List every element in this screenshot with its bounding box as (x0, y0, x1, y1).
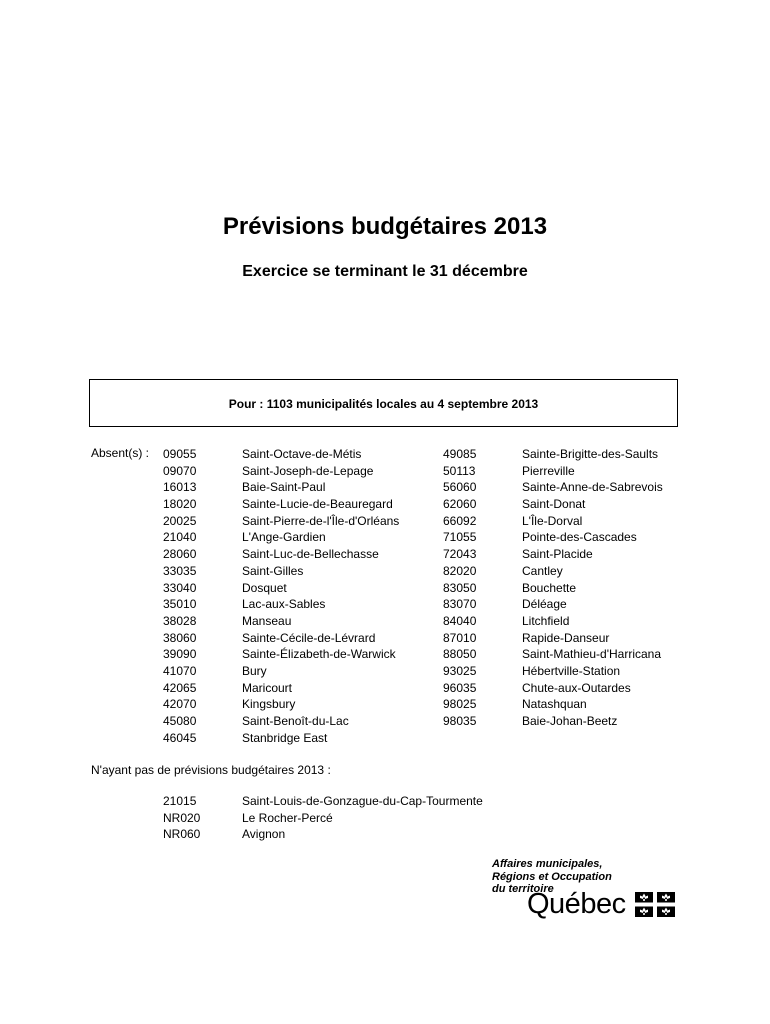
municipality-code: 46045 (163, 730, 197, 745)
municipality-code: 33035 (163, 563, 197, 578)
municipality-code: 33040 (163, 580, 197, 595)
municipality-code: 09070 (163, 463, 197, 478)
absent-names-col1 (242, 446, 399, 746)
municipality-name: Saint-Louis-de-Gonzague-du-Cap-Tourmente (242, 794, 483, 808)
municipality-name: Avignon (242, 827, 286, 842)
municipality-name: Baie-Johan-Beetz (522, 714, 618, 728)
municipality-name: Saint-Benoît-du-Lac (242, 714, 349, 728)
municipality-name: Sainte-Anne-de-Sabrevois (522, 480, 663, 495)
municipality-name: Bouchette (522, 580, 577, 595)
municipality-code: 45080 (163, 714, 197, 728)
municipality-code: 28060 (163, 547, 197, 562)
municipality-code: 09055 (163, 447, 197, 461)
no-forecast-label: N'ayant pas de prévisions budgétaires 2013 : (91, 763, 331, 777)
absent-codes-col2 (443, 446, 476, 730)
municipality-code: 38060 (163, 630, 197, 645)
municipality-code: 56060 (443, 480, 477, 495)
municipality-name: Pointe-des-Cascades (522, 530, 637, 545)
municipality-code: 18020 (163, 497, 197, 512)
absent-label: Absent(s) : (91, 446, 150, 460)
municipality-code: NR020 (163, 810, 201, 825)
municipality-name: Baie-Saint-Paul (242, 480, 326, 495)
municipality-code: 98035 (443, 714, 477, 728)
quebec-wordmark: Québec (527, 888, 626, 920)
logo-line-3: du territoire (492, 883, 554, 895)
municipality-name: Rapide-Danseur (522, 630, 610, 645)
scope-box (89, 379, 678, 427)
municipality-name: Dosquet (242, 580, 287, 595)
municipality-name: Sainte-Cécile-de-Lévrard (242, 630, 376, 645)
municipality-name: Sainte-Lucie-de-Beauregard (242, 497, 393, 512)
no-forecast-codes (163, 793, 200, 843)
municipality-code: 39090 (163, 647, 197, 662)
municipality-code: 98025 (443, 697, 477, 712)
scope-box-text: Pour : 1103 municipalités locales au 4 septembre 2013 (228, 397, 539, 411)
absent-names-col2 (522, 446, 663, 730)
municipality-name: Sainte-Élizabeth-de-Warwick (242, 647, 396, 662)
municipality-code: 88050 (443, 647, 477, 662)
municipality-code: 21015 (163, 794, 197, 808)
municipality-code: 93025 (443, 663, 477, 678)
municipality-name: Saint-Pierre-de-l'Île-d'Orléans (242, 513, 400, 528)
municipality-name: Saint-Mathieu-d'Harricana (522, 647, 662, 662)
municipality-name: Maricourt (242, 680, 293, 695)
municipality-name: Kingsbury (242, 697, 296, 712)
municipality-name: Saint-Placide (522, 547, 593, 562)
municipality-code: 87010 (443, 630, 477, 645)
municipality-name: Saint-Donat (522, 497, 586, 512)
municipality-code: 82020 (443, 563, 477, 578)
municipality-name: Chute-aux-Outardes (522, 680, 631, 695)
municipality-code: 35010 (163, 597, 197, 612)
municipality-name: L'Ange-Gardien (242, 530, 326, 545)
no-forecast-names (242, 793, 483, 843)
logo-line-1: Affaires municipales, (492, 858, 603, 870)
municipality-code: 83070 (443, 597, 477, 612)
municipality-code: 83050 (443, 580, 477, 595)
municipality-code: 71055 (443, 530, 477, 545)
municipality-code: 66092 (443, 513, 477, 528)
document-title: Prévisions budgétaires 2013 (222, 213, 548, 240)
municipality-code: 42065 (163, 680, 197, 695)
municipality-name: L'Île-Dorval (522, 513, 583, 528)
municipality-code: 21040 (163, 530, 197, 545)
municipality-code: 49085 (443, 447, 477, 461)
municipality-name: Lac-aux-Sables (242, 597, 326, 612)
municipality-code: 38028 (163, 613, 197, 628)
municipality-name: Cantley (522, 563, 563, 578)
document-subtitle: Exercice se terminant le 31 décembre (242, 263, 528, 280)
municipality-name: Saint-Joseph-de-Lepage (242, 463, 374, 478)
municipality-code: 20025 (163, 513, 197, 528)
municipality-code: 42070 (163, 697, 197, 712)
municipality-code: NR060 (163, 827, 201, 842)
absent-codes-col1 (163, 446, 196, 746)
municipality-code: 96035 (443, 680, 477, 695)
municipality-name: Pierreville (522, 463, 575, 478)
municipality-name: Hébertville-Station (522, 663, 621, 678)
municipality-code: 84040 (443, 613, 477, 628)
municipality-code: 16013 (163, 480, 197, 495)
municipality-code: 41070 (163, 663, 197, 678)
logo-line-2: Régions et Occupation (492, 870, 612, 883)
municipality-name: Saint-Luc-de-Bellechasse (242, 547, 379, 562)
quebec-flag-icon (635, 892, 675, 917)
municipality-name: Saint-Gilles (242, 563, 304, 578)
municipality-name: Saint-Octave-de-Métis (242, 447, 362, 461)
municipality-name: Bury (242, 663, 267, 678)
municipality-code: 72043 (443, 547, 477, 562)
municipality-name: Sainte-Brigitte-des-Saults (522, 447, 659, 461)
municipality-name: Manseau (242, 613, 292, 628)
municipality-name: Stanbridge East (242, 730, 328, 745)
municipality-name: Le Rocher-Percé (242, 810, 333, 825)
municipality-code: 62060 (443, 497, 477, 512)
municipality-name: Litchfield (522, 613, 570, 628)
municipality-name: Natashquan (522, 697, 587, 712)
municipality-code: 50113 (443, 463, 476, 478)
municipality-name: Déléage (522, 597, 567, 612)
